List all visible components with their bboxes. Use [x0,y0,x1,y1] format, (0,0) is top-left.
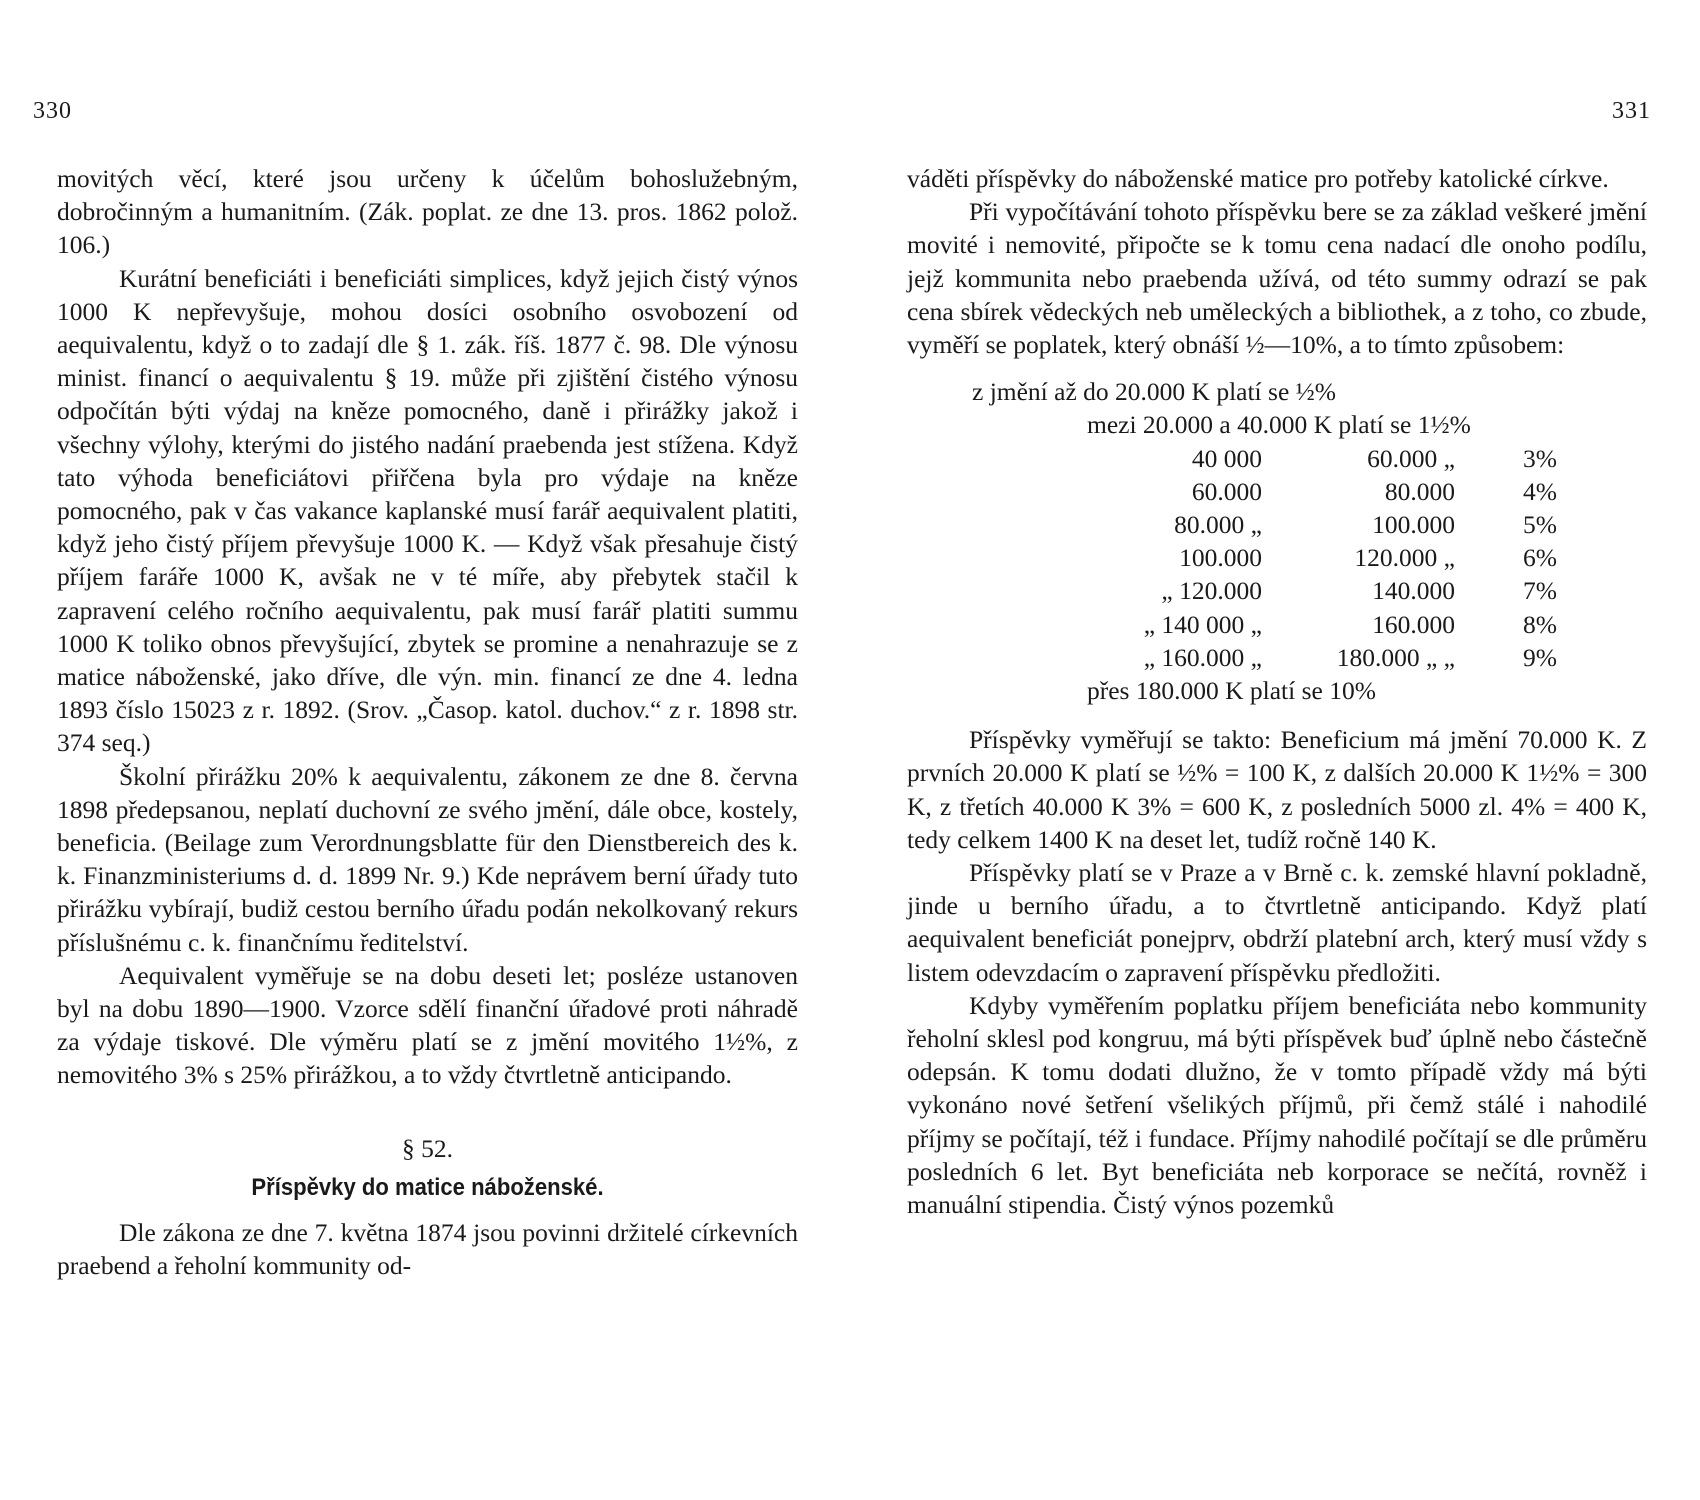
left-page-text [57,162,798,1283]
paragraph: Při vypočítávání tohoto příspěvku bere se za základ veškeré jmění movité i nemovité, připočte se k tomu cena nadací dle onoho podílu, jejž kommunita nebo praebenda užívá, od této summy odrazí se pak cena sbírek vědeckých neb uměleckých a bibliothek, a z toho, co zbude, vyměří se poplatek, který obnáší ½—10%, a to tímto způsobem: [907,197,1647,360]
rate-row: 100.000 120.000 „ 6% [1179,543,1557,573]
rate-row: „ 140 000 „ 160.000 8% [1143,609,1557,639]
rate-table [907,375,1647,707]
section-number: § 52. [402,1133,453,1163]
paragraph: movitých věcí, které jsou určeny k účelům bohoslužebným, dobročinným a humanitním. (Zák. poplat. ze dne 13. pros. 1862 polož. 106.) [57,164,798,260]
rate-line: přes 180.000 K platí se 10% [1087,675,1376,705]
paragraph: Příspěvky vyměřují se takto: Beneficium má jmění 70.000 K. Z prvních 20.000 K platí se ½% = 100 K, z dalších 20.000 K 1½% = 300 K, z třetích 40.000 K 3% = 600 K, z posledních 5000 zl. 4% = 400 K, tedy celkem 1400 K na deset let, tudíž ročně 140 K. [907,725,1647,854]
rate-row: 40 000 60.000 „ 3% [1191,443,1557,473]
page-number-right: 331 [1612,98,1651,124]
rate-row: „ 120.000 140.000 7% [1161,576,1557,606]
section-title: Příspěvky do matice náboženské. [251,1173,604,1201]
paragraph: Školní přirážku 20% k aequivalentu, zákonem ze dne 8. června 1898 předepsanou, neplatí duchovní ze svého jmění, dále obce, kostely, beneficia. (Beilage zum Verordnungsblatte für den Dienstbereich des k. k. Finanzministeriums d. d. 1899 Nr. 9.) Kde neprávem berní úřady tuto přirážku vybírají, budiž cestou berního úřadu podán nekolkovaný rekurs příslušnému c. k. finančnímu ředitelství. [57,761,798,957]
rate-row: 60.000 80.000 4% [1191,476,1557,506]
rate-line: mezi 20.000 a 40.000 K platí se 1½% [1087,410,1471,440]
paragraph: Příspěvky platí se v Praze a v Brně c. k. zemské hlavní pokladně, jinde u berního úřadu, a to čtvrtletně anticipando. Když platí aequivalent beneficiát ponejprv, obdrží platební arch, který musí vždy s listem odevzdacím o zapravení příspěvku předložiti. [907,857,1647,987]
rate-row: 80.000 „ 100.000 5% [1174,509,1557,539]
paragraph: Kurátní beneficiáti i beneficiáti simplices, když jejich čistý výnos 1000 K nepřevyšuje, mohou dosíci osobního osvobození od aequivalentu, když o to zadají dle § 1. zák. říš. 1877 č. 98. Dle výnosu minist. financí o aequivalentu § 19. může při zjištění čistého výnosu odpočítán býti výdaj na kněze pomocného, daně i přirážky jakož i všechny výlohy, kterými do jistého nadání praebenda jest stížena. Když tato výhoda beneficiátovi přiřčena byla pro výdaje na kněze pomocného, pak v čas vakance kaplanské musí farář aequivalent platiti, když jeho čistý příjem převyšuje 1000 K. — Když však přesahuje čistý příjem faráře 1000 K, avšak ne v té míře, aby přebytek stačil k zapravení celého ročního aequivalentu, pak musí farář platiti summu 1000 K toliko obnos převyšující, zbytek se promine a nenahrazuje se z matice náboženské, jako dříve, dle výn. min. financí ze dne 4. ledna 1893 číslo 15023 z r. 1892. (Srov. „Časop. katol. duchov.“ z r. 1898 str. 374 seq.) [57,263,798,758]
rate-row: „ 160.000 „ 180.000 „ „ 9% [1143,642,1557,672]
paragraph: váděti příspěvky do náboženské matice pro potřeby katolické církve. [907,164,1609,193]
paragraph: Dle zákona ze dne 7. května 1874 jsou povinni držitelé církevních praebend a řeholní kommunity od- [57,1218,798,1281]
paragraph: Aequivalent vyměřuje se na dobu deseti let; posléze ustanoven byl na dobu 1890—1900. Vzorce sdělí finanční úřadové proti náhradě za výdaje tiskové. Dle výměru platí se z jmění movitého 1½%, z nemovitého 3% s 25% přirážkou, a to vždy čtvrtletně anticipando. [57,960,798,1090]
rate-line: z jmění až do 20.000 K platí se ½% [972,377,1336,407]
page-number-left: 330 [33,98,72,124]
right-page-text [907,162,1647,1221]
paragraph: Kdyby vyměřením poplatku příjem beneficiáta nebo kommunity řeholní sklesl pod kongruu, má býti příspěvek buď úplně nebo částečně odepsán. K tomu dodati dlužno, že v tomto případě vždy má býti vykonáno nové šetření všelikých příjmů, při čemž stálé i nahodilé příjmy se počítají, též i fundace. Příjmy nahodilé počítají se dle průměru posledních 6 let. Byt beneficiáta neb korporace se nečítá, rovněž i manuální stipendia. Čistý výnos pozemků [907,990,1647,1219]
